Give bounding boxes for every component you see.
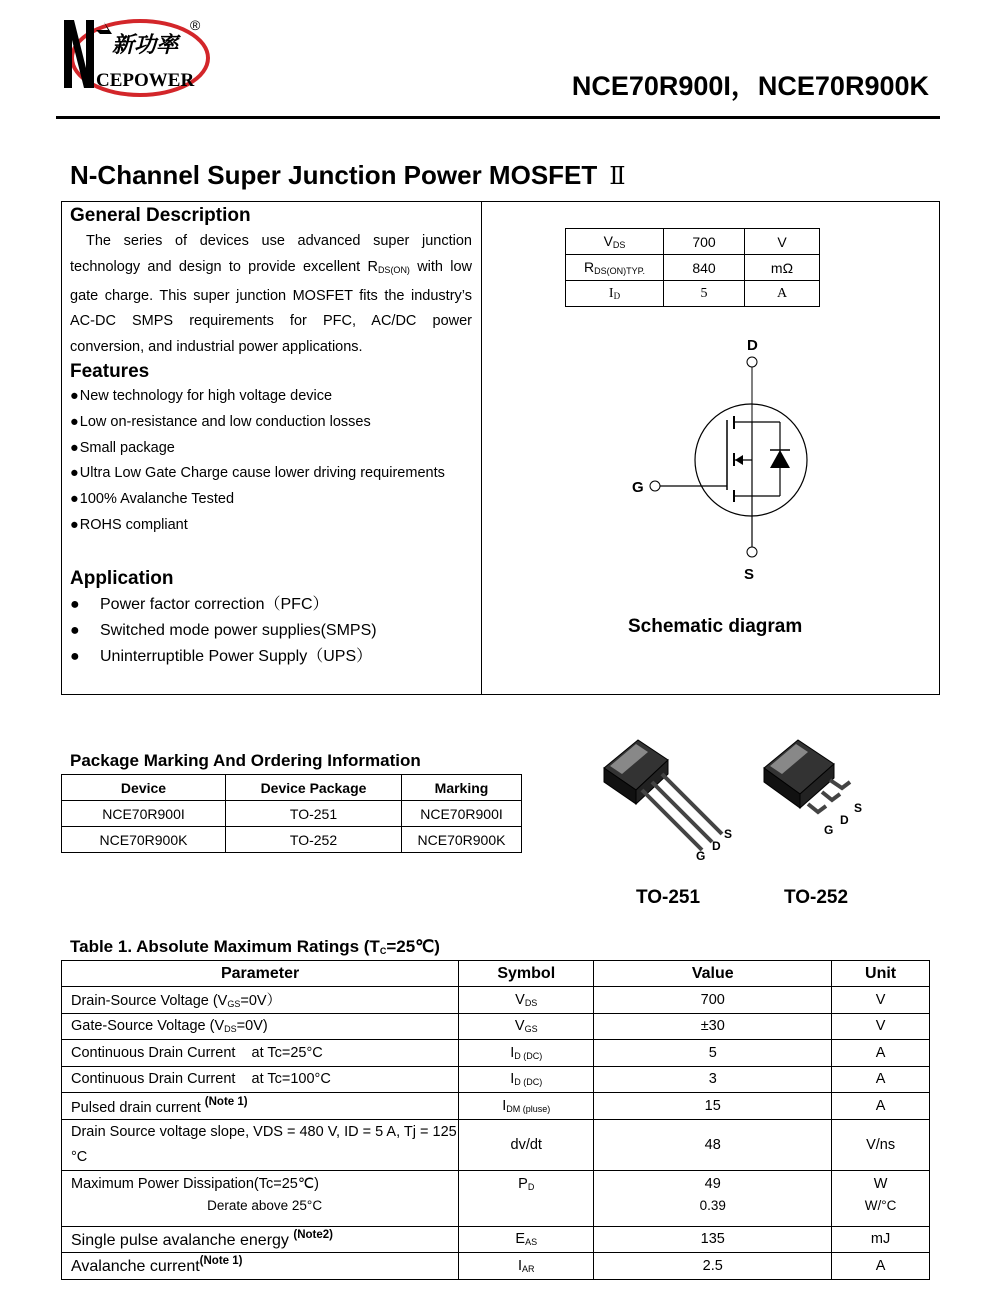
table-header-row xyxy=(62,961,930,987)
pin-letter: S xyxy=(854,801,863,815)
overview-divider xyxy=(481,201,482,695)
table-cell: TO-251 xyxy=(226,801,402,827)
value-cell: 48 xyxy=(594,1119,832,1170)
table-header-row xyxy=(62,775,522,801)
spec-symbol: $V_{DS}$ xyxy=(566,229,664,255)
unit-cell: A xyxy=(832,1093,930,1120)
spec-value: 5 xyxy=(664,281,745,307)
table-cell: NCE70R900I xyxy=(402,801,522,827)
table-row xyxy=(62,801,522,827)
list-item: ● 100% Avalanche Tested xyxy=(70,487,445,513)
ncepower-logo xyxy=(56,8,216,108)
table-row xyxy=(62,1040,930,1067)
general-description-heading: General Description xyxy=(70,205,251,226)
table-cell: NCE70R900K xyxy=(402,827,522,853)
pin-d-label: D xyxy=(747,337,758,354)
unit-cell: V/ns xyxy=(832,1119,930,1170)
spec-value: 840 xyxy=(664,255,745,281)
table-row xyxy=(62,1226,930,1253)
parameter-cell: Continuous Drain Current at Tc=100°C xyxy=(62,1066,459,1093)
symbol-cell: $I_{DM (pluse)}$ xyxy=(459,1093,594,1120)
general-description-text: The series of devices use advanced super junction technology and design to provide excellent $R_{DS(ON)}$ with low gate charge. This super junction MOSFET fits the industry’s AC-DC SMPS requirements for PFC, AC/DC power conversion, and industrial power applications. xyxy=(70,233,472,356)
table-row xyxy=(566,255,820,281)
spec-symbol: $I_D$ xyxy=(566,281,664,307)
symbol-cell: dv/dt xyxy=(459,1119,594,1170)
to251-package-image xyxy=(596,730,736,860)
value-cell: 15 xyxy=(594,1093,832,1120)
list-item: ● Switched mode power supplies(SMPS) xyxy=(70,618,377,644)
value-cell: 700 xyxy=(594,987,832,1014)
table-row xyxy=(62,1119,930,1170)
table-row xyxy=(62,1170,930,1226)
parameter-cell: Single pulse avalanche energy $^{(Note2)}$ xyxy=(62,1226,459,1253)
list-item: ● ROHS compliant xyxy=(70,513,445,539)
features-heading: Features xyxy=(70,361,150,382)
table-row xyxy=(566,229,820,255)
list-item: ● Uninterruptible Power Supply（UPS） xyxy=(70,644,377,670)
pin-s-label: S xyxy=(744,566,755,583)
value-cell: ±30 xyxy=(594,1013,832,1040)
pin-g-label: G xyxy=(632,479,644,496)
logo-en-text: CEPOWER xyxy=(96,70,195,91)
schematic-caption: Schematic diagram xyxy=(628,616,803,637)
table-cell: NCE70R900I xyxy=(62,801,226,827)
absolute-ratings-table xyxy=(61,960,930,1280)
pin-letter: D xyxy=(712,839,721,853)
key-spec-table xyxy=(565,228,820,307)
column-header: Value xyxy=(594,961,832,987)
unit-cell: A xyxy=(832,1253,930,1280)
unit-cell: W W/°C xyxy=(832,1170,930,1226)
table-row xyxy=(62,1093,930,1120)
parameter-cell: Continuous Drain Current at Tc=25°C xyxy=(62,1040,459,1067)
parameter-cell: Drain-Source Voltage $(V_{GS}=0V)$ xyxy=(62,987,459,1014)
table-row xyxy=(62,1013,930,1040)
list-item: ● Power factor correction（PFC） xyxy=(70,592,377,618)
symbol-cell: $V_{DS}$ xyxy=(459,987,594,1014)
table-cell: NCE70R900K xyxy=(62,827,226,853)
spec-unit: mΩ xyxy=(745,255,820,281)
parameter-cell: Pulsed drain current $^{(Note 1)}$ xyxy=(62,1093,459,1120)
column-header: Device Package xyxy=(226,775,402,801)
spec-value: 700 xyxy=(664,229,745,255)
unit-cell: mJ xyxy=(832,1226,930,1253)
symbol-cell: $P_D$ xyxy=(459,1170,594,1226)
table-row xyxy=(62,827,522,853)
value-cell: 49 0.39 xyxy=(594,1170,832,1226)
parameter-cell: Gate-Source Voltage $(V_{DS}=0V)$ xyxy=(62,1013,459,1040)
value-cell: 3 xyxy=(594,1066,832,1093)
header-divider xyxy=(56,116,940,119)
parameter-cell: Avalanche current$^{(Note 1)}$ xyxy=(62,1253,459,1280)
application-heading: Application xyxy=(70,568,174,589)
list-item: ● New technology for high voltage device xyxy=(70,384,445,410)
pin-letter: S xyxy=(724,827,733,841)
unit-cell: A xyxy=(832,1066,930,1093)
page-title: N-Channel Super Junction Power MOSFET Ⅱ xyxy=(70,160,626,190)
to252-package-image xyxy=(756,730,896,860)
application-list xyxy=(70,592,377,670)
table-row xyxy=(62,1066,930,1093)
table-row xyxy=(62,987,930,1014)
symbol-cell: $I_{D (DC)}$ xyxy=(459,1066,594,1093)
table-row xyxy=(566,281,820,307)
registered-mark: ® xyxy=(190,17,201,33)
symbol-cell: $V_{GS}$ xyxy=(459,1013,594,1040)
pin-letter: G xyxy=(696,849,706,860)
value-cell: 2.5 xyxy=(594,1253,832,1280)
to251-label: TO-251 xyxy=(636,887,701,908)
unit-cell: V xyxy=(832,987,930,1014)
spec-unit: A xyxy=(745,281,820,307)
table-cell: TO-252 xyxy=(226,827,402,853)
ratings-heading: Table 1. Absolute Maximum Ratings $(T_C=25℃)$ xyxy=(70,937,440,956)
symbol-cell: $E_{AS}$ xyxy=(459,1226,594,1253)
part-numbers: NCE70R900I，NCE70R900K xyxy=(571,71,929,101)
logo-cn-text: 新功率 xyxy=(112,32,179,57)
column-header: Unit xyxy=(832,961,930,987)
column-header: Symbol xyxy=(459,961,594,987)
value-cell: 135 xyxy=(594,1226,832,1253)
symbol-cell: $I_{D (DC)}$ xyxy=(459,1040,594,1067)
list-item: ● Low on-resistance and low conduction losses xyxy=(70,410,445,436)
table-row xyxy=(62,1253,930,1280)
list-item: ● Ultra Low Gate Charge cause lower driving requirements xyxy=(70,461,445,487)
unit-cell: V xyxy=(832,1013,930,1040)
symbol-cell: $I_{AR}$ xyxy=(459,1253,594,1280)
list-item: ● Small package xyxy=(70,436,445,462)
value-cell: 5 xyxy=(594,1040,832,1067)
spec-unit: V xyxy=(745,229,820,255)
pin-letter: G xyxy=(824,823,834,837)
package-heading: Package Marking And Ordering Information xyxy=(70,751,421,770)
column-header: Parameter xyxy=(62,961,459,987)
pin-letter: D xyxy=(840,813,849,827)
parameter-cell: Drain Source voltage slope, VDS = 480 V, ID = 5 A, Tj = 125 °C xyxy=(62,1119,459,1170)
column-header: Device xyxy=(62,775,226,801)
spec-symbol: $R_{DS(ON)TYP.}$ xyxy=(566,255,664,281)
package-table xyxy=(61,774,522,853)
column-header: Marking xyxy=(402,775,522,801)
unit-cell: A xyxy=(832,1040,930,1067)
features-list xyxy=(70,384,445,539)
parameter-cell: Maximum Power Dissipation(Tc=25℃) Derate above 25°C xyxy=(62,1170,459,1226)
mosfet-schematic xyxy=(620,330,820,590)
to252-label: TO-252 xyxy=(784,887,849,908)
